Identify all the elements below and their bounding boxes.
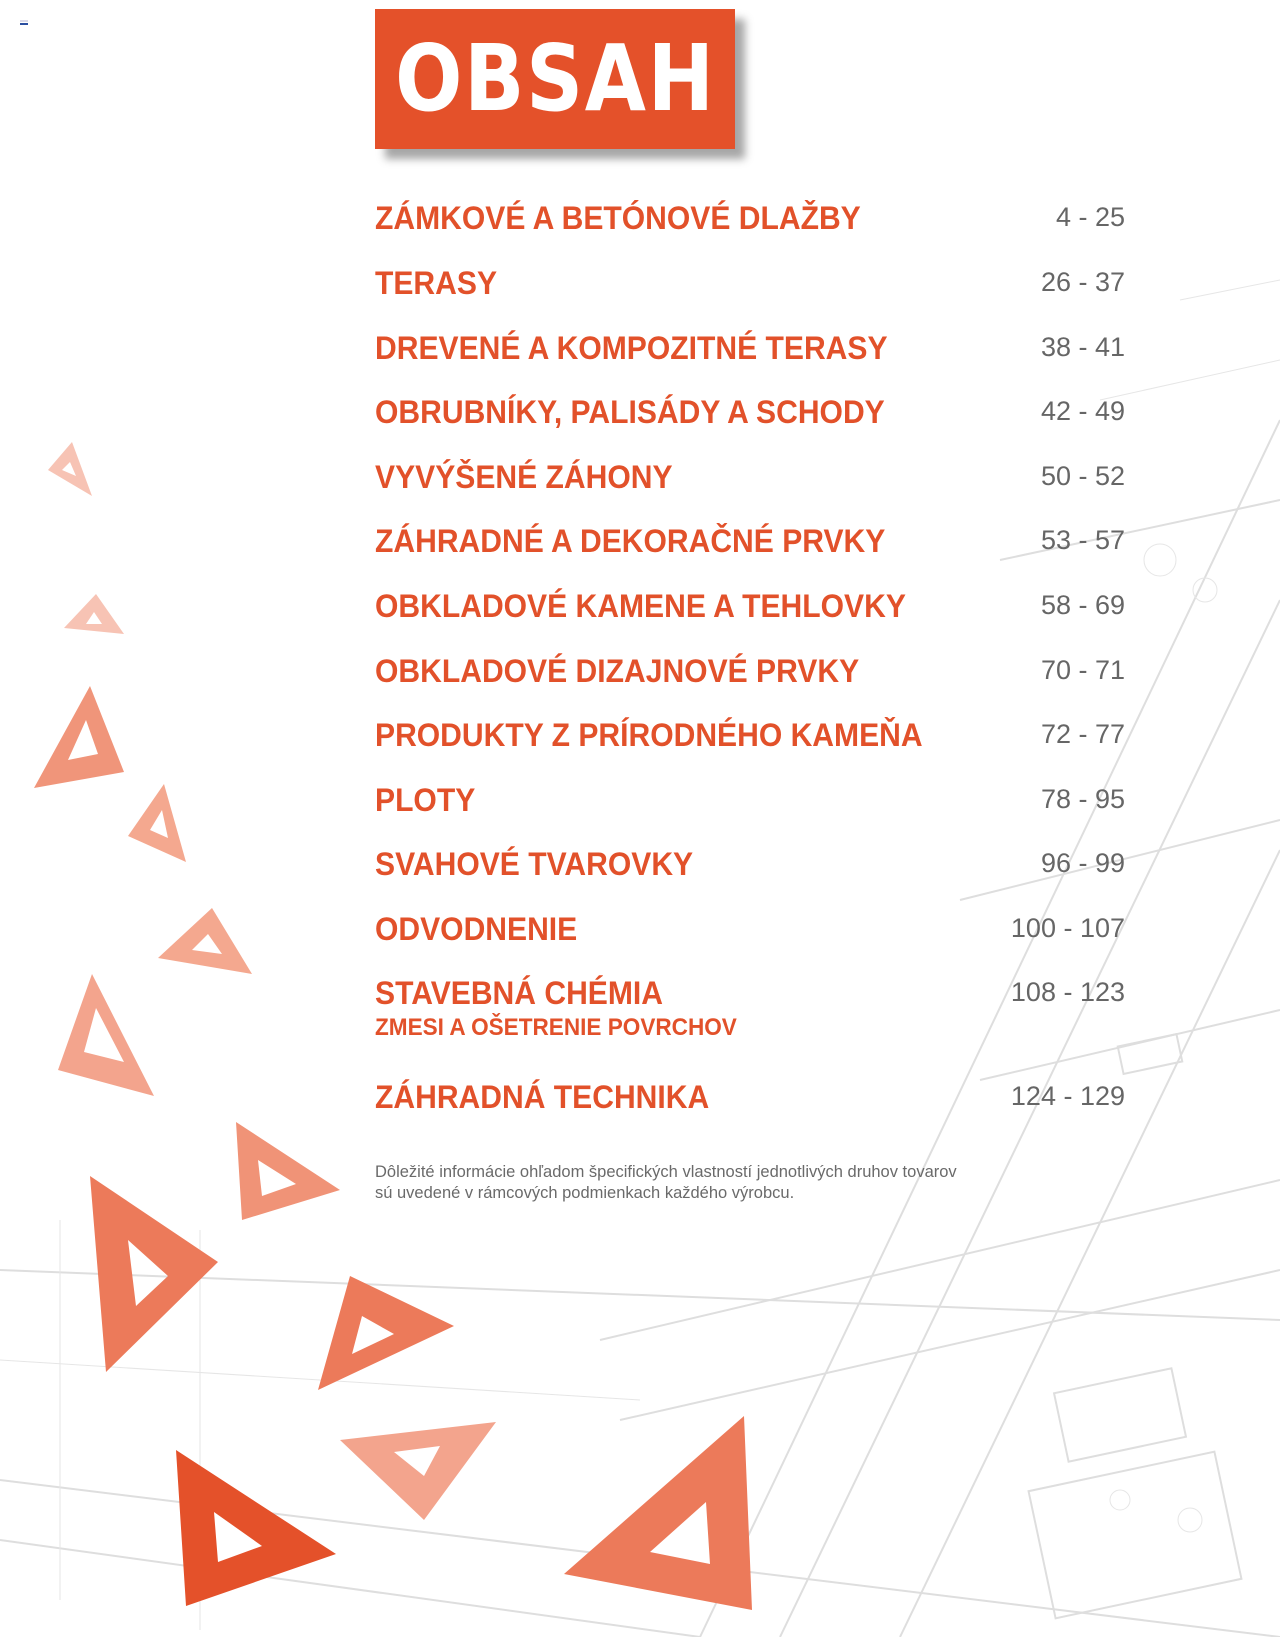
triangle-ruler-icon bbox=[158, 908, 252, 974]
toc-item-label: SVAHOVÉ TVAROVKY bbox=[375, 846, 694, 882]
toc-item-label: DREVENÉ A KOMPOZITNÉ TERASY bbox=[375, 330, 888, 366]
triangle-ruler-icon bbox=[176, 1450, 336, 1606]
toc-item-pages: 58 - 69 bbox=[1040, 590, 1125, 620]
toc-item-label: STAVEBNÁ CHÉMIA bbox=[375, 975, 663, 1011]
triangle-ruler-icon bbox=[318, 1276, 454, 1390]
toc-item-pages: 108 - 123 bbox=[1010, 977, 1125, 1007]
toc-item-label: OBKLADOVÉ KAMENE A TEHLOVKY bbox=[375, 588, 906, 624]
triangle-ruler-icon bbox=[58, 974, 154, 1096]
toc-item-pages: 50 - 52 bbox=[1040, 461, 1125, 491]
toc-item-pages: 72 - 77 bbox=[1040, 719, 1125, 749]
triangle-ruler-icon bbox=[48, 442, 92, 496]
toc-item-label: OBKLADOVÉ DIZAJNOVÉ PRVKY bbox=[375, 653, 860, 689]
toc-item-pages: 100 - 107 bbox=[1010, 913, 1125, 943]
toc-item-pages: 70 - 71 bbox=[1040, 655, 1125, 685]
triangle-ruler-icon bbox=[236, 1122, 340, 1220]
triangle-ruler-icon bbox=[64, 594, 124, 634]
toc-item-pages: 4 - 25 bbox=[1055, 202, 1125, 232]
triangle-ruler-icon bbox=[90, 1176, 218, 1372]
toc-item-label: PLOTY bbox=[375, 782, 476, 818]
disclaimer-line: sú uvedené v rámcových podmienkach každého výrobcu. bbox=[375, 1184, 795, 1202]
toc-item-label: OBRUBNÍKY, PALISÁDY A SCHODY bbox=[375, 394, 885, 430]
flag-icon[interactable] bbox=[20, 20, 28, 27]
disclaimer-line: Dôležité informácie ohľadom špecifických vlastností jednotlivých druhov tovarov bbox=[375, 1163, 957, 1181]
page-title: OBSAH bbox=[394, 25, 716, 132]
toc-item-pages: 26 - 37 bbox=[1040, 267, 1125, 297]
toc-item-label: PRODUKTY Z PRÍRODNÉHO KAMEŇA bbox=[375, 717, 923, 753]
toc-item-pages: 42 - 49 bbox=[1040, 396, 1125, 426]
triangle-ruler-icon bbox=[340, 1422, 496, 1520]
triangle-ruler-icon bbox=[128, 784, 186, 862]
page-title-box bbox=[375, 9, 735, 149]
toc-item-pages: 124 - 129 bbox=[1010, 1081, 1125, 1111]
toc-item-label: ZÁMKOVÉ A BETÓNOVÉ DLAŽBY bbox=[375, 200, 861, 236]
toc-item-pages: 78 - 95 bbox=[1040, 784, 1125, 814]
toc-item-label: ZÁHRADNÁ TECHNIKA bbox=[375, 1079, 710, 1115]
toc-item-label: ZÁHRADNÉ A DEKORAČNÉ PRVKY bbox=[375, 523, 886, 559]
toc-item-label: ODVODNENIE bbox=[375, 911, 578, 947]
triangle-ruler-icon bbox=[564, 1416, 752, 1610]
toc-item-label: VYVÝŠENÉ ZÁHONY bbox=[375, 459, 673, 495]
triangle-ruler-icon bbox=[34, 686, 124, 788]
disclaimer-note bbox=[375, 1162, 1015, 1204]
toc-item-sublabel: ZMESI A OŠETRENIE POVRCHOV bbox=[375, 1014, 737, 1041]
toc-item-pages: 96 - 99 bbox=[1040, 848, 1125, 878]
toc-item-label: TERASY bbox=[375, 265, 498, 301]
toc-item-pages: 53 - 57 bbox=[1040, 525, 1125, 555]
toc-item-pages: 38 - 41 bbox=[1040, 332, 1125, 362]
